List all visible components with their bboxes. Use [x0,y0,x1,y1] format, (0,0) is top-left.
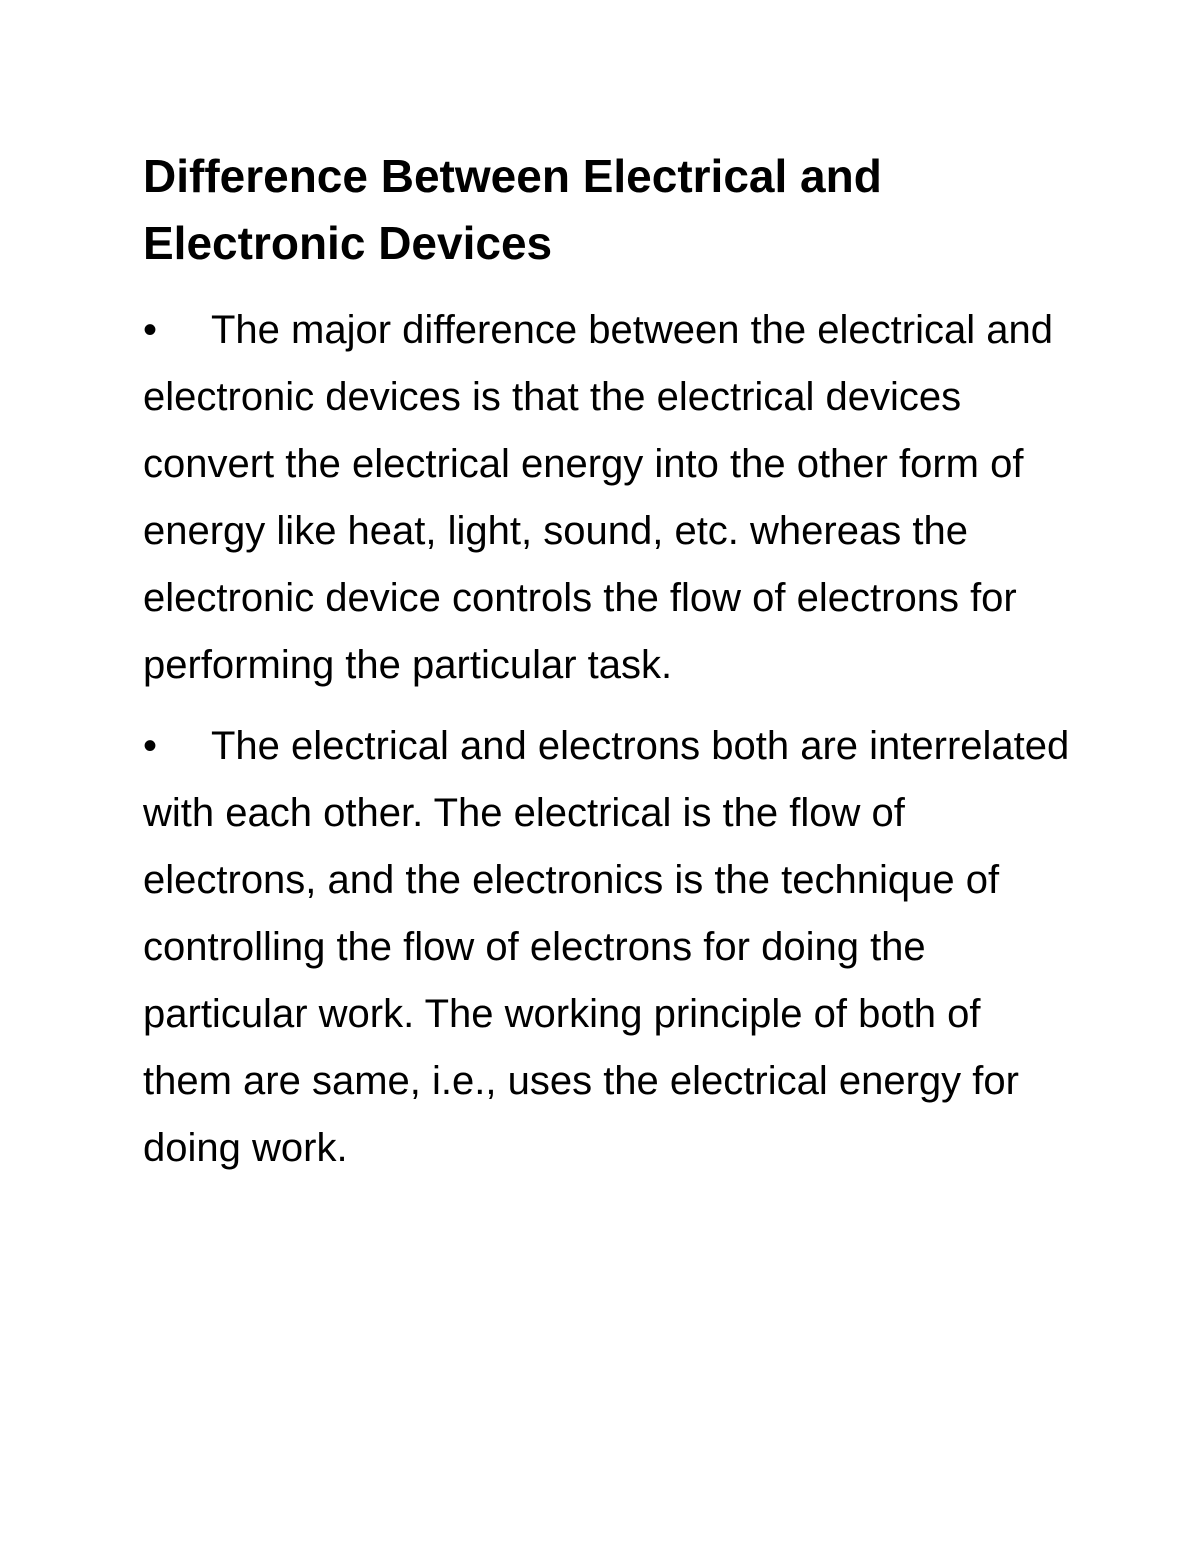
bullet-text: The major difference between the electrical and electronic devices is that the electrical devices convert the electrical energy into the other form of energy like heat, light, sound, etc. whereas the electronic device controls the flow of electrons for performing the particular task. [143,308,1053,687]
title-line-2: Electronic Devices [143,217,553,269]
document-page [143,143,1073,1196]
bullet-icon: • [143,308,158,352]
list-item [143,713,1073,1182]
bullet-list [143,297,1073,1182]
title-line-1: Difference Between Electrical and [143,150,882,202]
bullet-text: The electrical and electrons both are interrelated with each other. The electrical is the flow of electrons, and the electronics is the technique of controlling the flow of electrons for doing the particular work. The working principle of both of them are same, i.e., uses the electrical energy for doing work. [143,724,1070,1170]
list-item [143,297,1073,699]
bullet-icon: • [143,724,158,768]
page-title [143,143,1073,277]
